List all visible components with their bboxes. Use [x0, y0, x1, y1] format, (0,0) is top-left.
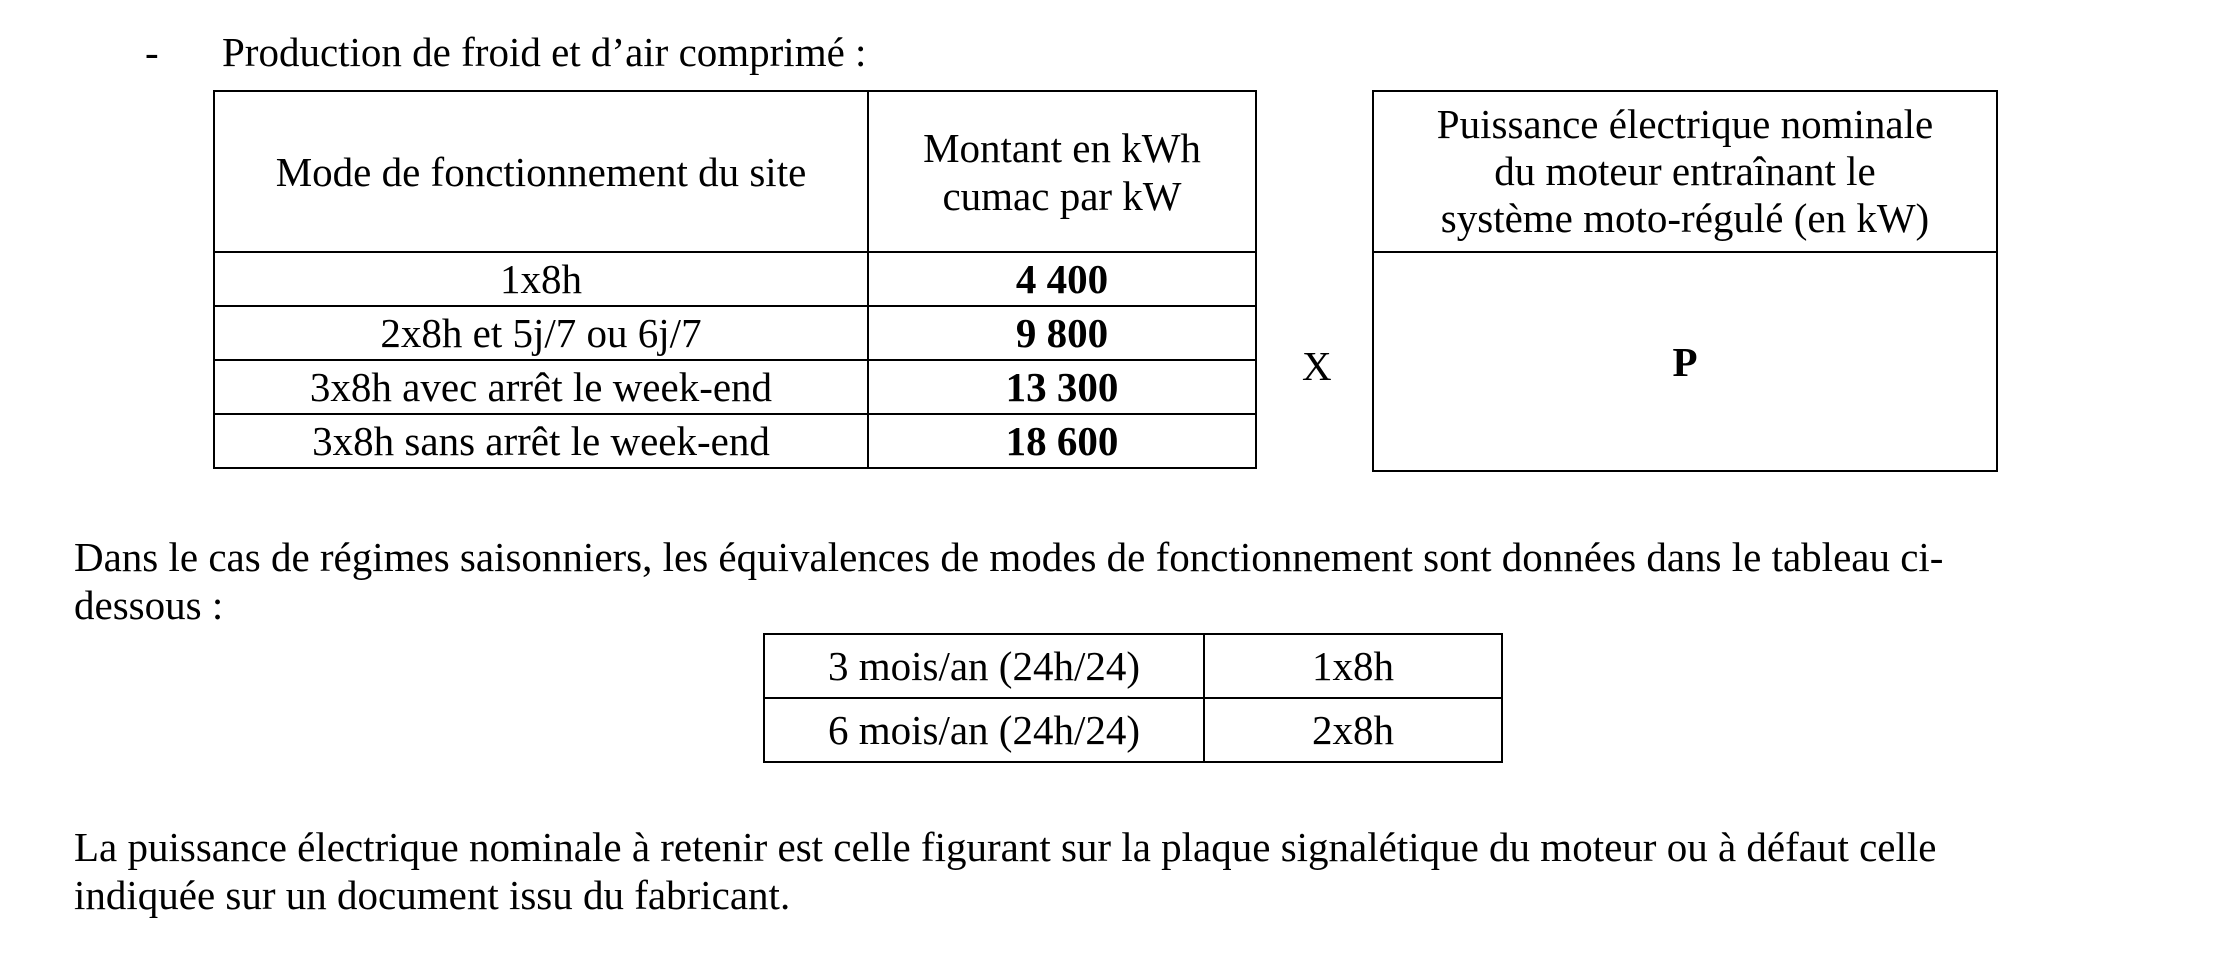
mode-cell: 1x8h: [214, 252, 868, 306]
table-header-row: [214, 91, 1256, 252]
header-mode: Mode de fonctionnement du site: [214, 91, 868, 252]
amount-cell: 13 300: [868, 360, 1256, 414]
cumac-amount-table: [213, 90, 1257, 469]
equivalent-mode-cell: 1x8h: [1204, 634, 1502, 698]
power-header-line: Puissance électrique nominale: [1436, 101, 1934, 147]
table-row: [214, 306, 1256, 360]
amount-cell: 18 600: [868, 414, 1256, 468]
power-header-line: du moteur entraînant le: [1494, 148, 1876, 194]
power-header: [1373, 91, 1997, 252]
period-cell: 6 mois/an (24h/24): [764, 698, 1204, 762]
section-heading: Production de froid et d’air comprimé :: [222, 29, 867, 75]
nominal-power-paragraph: [74, 823, 2194, 919]
power-header-row: [1373, 91, 1997, 252]
header-amount-line: cumac par kW: [942, 172, 1182, 219]
table-row: [214, 252, 1256, 306]
mode-cell: 3x8h avec arrêt le week-end: [214, 360, 868, 414]
mode-cell: 3x8h sans arrêt le week-end: [214, 414, 868, 468]
seasonal-equivalence-table: [763, 633, 1503, 763]
amount-cell: 4 400: [868, 252, 1256, 306]
amount-cell: 9 800: [868, 306, 1256, 360]
power-header-line: système moto-régulé (en kW): [1440, 195, 1930, 241]
paragraph-line: Dans le cas de régimes saisonniers, les équivalences de modes de fonctionnement sont données dans le tableau ci-: [74, 534, 1944, 580]
seasonal-intro-paragraph: [74, 533, 2194, 629]
equivalent-mode-cell: 2x8h: [1204, 698, 1502, 762]
table-row: [764, 634, 1502, 698]
power-value: P: [1373, 252, 1997, 471]
paragraph-line: La puissance électrique nominale à retenir est celle figurant sur la plaque signalétique du moteur ou à défaut celle: [74, 824, 1937, 870]
table-row: [214, 360, 1256, 414]
bullet-dash: -: [145, 29, 159, 75]
header-amount: [868, 91, 1256, 252]
multiply-sign: X: [1302, 343, 1332, 389]
power-value-row: [1373, 252, 1997, 471]
table-row: [214, 414, 1256, 468]
header-amount-line: Montant en kWh: [923, 124, 1201, 171]
period-cell: 3 mois/an (24h/24): [764, 634, 1204, 698]
power-table: [1372, 90, 1998, 472]
table-row: [764, 698, 1502, 762]
paragraph-line: indiquée sur un document issu du fabricant.: [74, 872, 791, 918]
mode-cell: 2x8h et 5j/7 ou 6j/7: [214, 306, 868, 360]
paragraph-line: dessous :: [74, 582, 224, 628]
